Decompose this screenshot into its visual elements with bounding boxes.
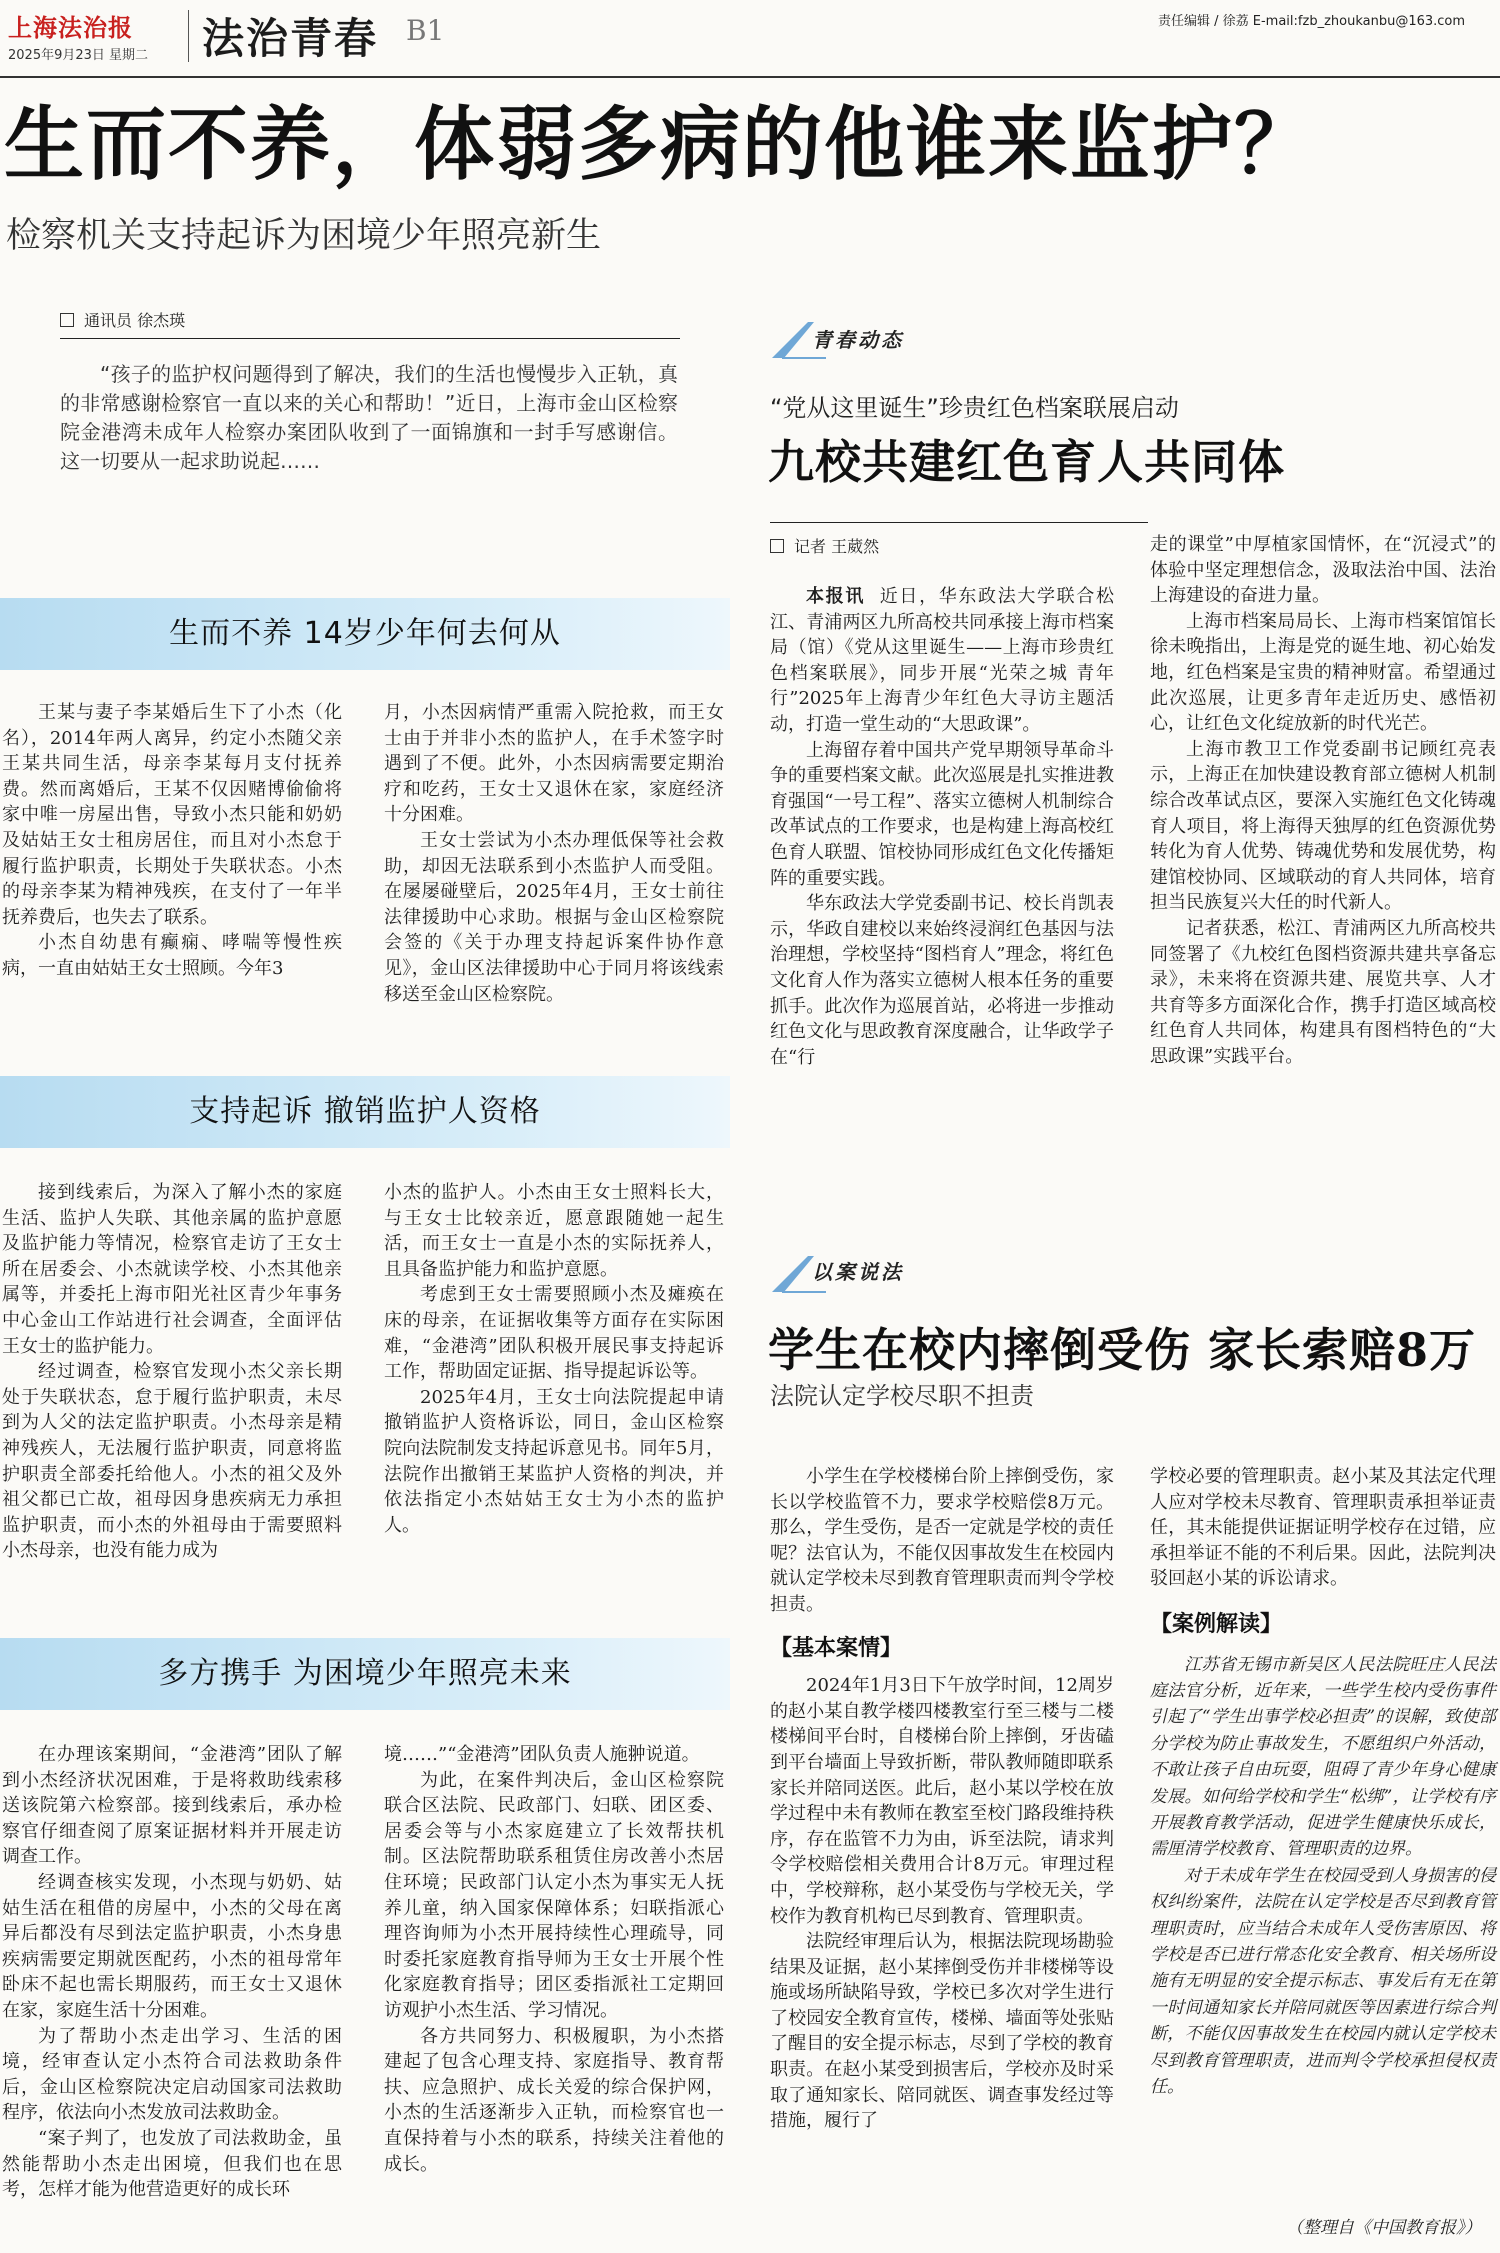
paragraph: 走的课堂”中厚植家国情怀，在“沉浸式”的体验中坚定理想信念，汲取法治中国、法治上海建设的奋进力量。	[1150, 534, 1496, 607]
publication-date: 2025年9月23日 星期二	[8, 48, 149, 63]
paragraph: 2025年4月，王女士向法院提起申请撤销监护人资格诉讼，同日，金山区检察院向法院制发支持起诉意见书。同年5月，法院作出撤销王某监护人资格的判决，并依法指定小杰姑姑王女士为小杰的监护人。	[384, 1386, 724, 1536]
section-tag: 青春动态	[812, 328, 904, 352]
article-column	[2, 1180, 342, 1564]
section-band	[0, 1638, 730, 1710]
article-column	[384, 1742, 724, 2177]
source-credit: （整理自《中国教育报》）	[1286, 2218, 1482, 2238]
article-column	[1150, 532, 1496, 1069]
article-column	[1150, 1464, 1496, 2100]
paragraph: 记者获悉，松江、青浦两区九所高校共同签署了《九校红色图档资源共建共享备忘录》，未来将在资源共建、展览共享、人才共育等多方面深化合作，携手打造区域高校红色育人共同体，构建具有图档特色的“大思政课”实践平台。	[1150, 917, 1496, 1067]
paragraph: 学校必要的管理职责。赵小某及其法定代理人应对学校未尽教育、管理职责承担举证责任，其未能提供证据证明学校存在过错，应承担举证不能的不利后果。因此，法院判决驳回赵小某的诉讼请求。	[1150, 1466, 1496, 1590]
section-band	[0, 598, 730, 670]
section-title: 法治青春	[202, 14, 379, 63]
paragraph: 在办理该案期间，“金港湾”团队了解到小杰经济状况困难，于是将救助线索移送该院第六检察部。接到线索后，承办检察官仔细查阅了原案证据材料并开展走访调查工作。	[2, 1744, 342, 1868]
story-headline: 学生在校内摔倒受伤 家长索赔8万	[768, 1323, 1477, 1377]
paragraph: 各方共同努力、积极履职，为小杰搭建起了包含心理支持、家庭指导、教育帮扶、应急照护、成长关爱的综合保护网，小杰的生活逐渐步入正轨，而检察官也一直保持着与小杰的联系，持续关注着他的成长。	[384, 2025, 724, 2175]
article-column	[384, 700, 724, 1007]
article-column	[2, 700, 342, 982]
paragraph: 江苏省无锡市新吴区人民法院旺庄人民法庭法官分析，近年来，一些学生校内受伤事件引起了“学生出事学校必担责”的误解，致使部分学校为防止事故发生，不愿组织户外活动，不敢让孩子自由玩耍，阻碍了青少年身心健康发展。如何给学校和学生“松绑”，让学校有序开展教育教学活动，促进学生健康快乐成长，需厘清学校教育、管理职责的边界。	[1150, 1654, 1496, 1860]
main-intro: “孩子的监护权问题得到了解决，我们的生活也慢慢步入正轨，真的非常感谢检察官一直以来的关心和帮助！”近日，上海市金山区检察院金港湾未成年人检察办案团队收到了一面锦旗和一封手写感谢信。这一切要从一起求助说起……	[60, 362, 678, 473]
paragraph: 上海市档案局局长、上海市档案馆馆长徐未晚指出，上海是党的诞生地、初心始发地，红色档案是宝贵的精神财富。希望通过此次巡展，让更多青年走近历史、感悟初心，让红色文化绽放新的时代光芒。	[1150, 610, 1496, 735]
paragraph: 上海留存着中国共产党早期领导革命斗争的重要档案文献。此次巡展是扎实推进教育强国“一号工程”、落实立德树人机制综合改革试点的工作要求，也是构建上海高校红色育人联盟、馆校协同形成红色文化传播矩阵的重要实践。	[770, 739, 1114, 889]
masthead	[0, 0, 1500, 78]
paragraph: 王某与妻子李某婚后生下了小杰（化名），2014年两人离异，约定小杰随父亲王某共同生活，母亲李某每月支付抚养费。然而离婚后，王某不仅因赌博偷偷将家中唯一房屋出售，导致小杰只能和奶奶及姑姑王女士租房居住，而且对小杰怠于履行监护职责，长期处于失联状态。小杰的母亲李某为精神残疾，在支付了一年半抚养费后，也失去了联系。	[2, 702, 342, 928]
paragraph: 对于未成年学生在校园受到人身损害的侵权纠纷案件，法院在认定学校是否尽到教育管理职责时，应当结合未成年人受伤害原因、将学校是否已进行常态化安全教育、相关场所设施有无明显的安全提示标志、事发后有无在第一时间通知家长并陪同就医等因素进行综合判断，不能仅因事故发生在校园内就认定学校未尽到教育管理职责，进而判令学校承担侵权责任。	[1150, 1865, 1496, 2098]
section-band	[0, 1076, 730, 1148]
paragraph: 考虑到王女士需要照顾小杰及瘫痪在床的母亲，在证据收集等方面存在实际困难，“金港湾”团队积极开展民事支持起诉工作，帮助固定证据、指导提起诉讼等。	[384, 1284, 724, 1383]
case-heading: 【基本案情】	[770, 1635, 903, 1661]
article-column	[2, 1742, 342, 2203]
paragraph: “案子判了，也发放了司法救助金，虽然能帮助小杰走出困境，但我们也在思考，怎样才能为他营造更好的成长环	[2, 2127, 342, 2201]
main-byline: 通讯员 徐杰瑛	[60, 308, 185, 331]
article-column	[770, 1464, 1114, 2134]
paragraph	[770, 584, 1114, 738]
story-byline: 记者 王葳然	[770, 534, 879, 557]
story-headline: 九校共建红色育人共同体	[768, 435, 1285, 489]
masthead-rule	[0, 76, 1500, 78]
editor-credit: 责任编辑 / 徐荔 E-mail:fzb_zhoukanbu@163.com	[1158, 14, 1466, 29]
paragraph: 境……”“金港湾”团队负责人施翀说道。	[384, 1744, 700, 1765]
newspaper-logo: 上海法治报	[8, 13, 133, 42]
masthead-divider	[188, 10, 189, 62]
paragraph: 上海市教卫工作党委副书记顾红亮表示，上海正在加快建设教育部立德树人机制综合改革试点区，要深入实施红色文化铸魂育人项目，将上海得天独厚的红色资源优势转化为育人优势、铸魂优势和发展优势，构建馆校协同、区域联动的育人共同体，培育担当民族复兴大任的时代新人。	[1150, 738, 1496, 914]
main-headline: 生而不养，体弱多病的他谁来监护？	[4, 97, 1316, 191]
analysis-heading: 【案例解读】	[1150, 1611, 1283, 1637]
paragraph: 王女士尝试为小杰办理低保等社会救助，却因无法联系到小杰监护人而受阻。在屡屡碰壁后，2025年4月，王女士前往法律援助中心求助。根据与金山区检察院会签的《关于办理支持起诉案件协作意见》，金山区法律援助中心于同月将该线索移送至金山区检察院。	[384, 829, 724, 1005]
paragraph: 小杰自幼患有癫痫、哮喘等慢性疾病，一直由姑姑王女士照顾。今年3	[2, 932, 342, 979]
byline-rule	[770, 522, 1148, 523]
paragraph: 为此，在案件判决后，金山区检察院联合区法院、民政部门、妇联、团区委、居委会等与小杰家庭建立了长效帮扶机制。区法院帮助联系租赁住房改善小杰居住环境；民政部门认定小杰为事实无人抚养儿童，纳入国家保障体系；妇联指派心理咨询师为小杰开展持续性心理疏导，同时委托家庭教育指导师为王女士开展个性化家庭教育指导；团区委指派社工定期回访观护小杰生活、学习情况。	[384, 1769, 724, 2021]
paragraph: 月，小杰因病情严重需入院抢救，而王女士由于并非小杰的监护人，在手术签字时遇到了不便。此外，小杰因病需要定期治疗和吃药，王女士又退休在家，家庭经济十分困难。	[384, 702, 724, 826]
dateline: 本报讯	[806, 586, 865, 607]
paragraph: 小杰的监护人。小杰由王女士照料长大，与王女士比较亲近，愿意跟随她一起生活，而王女士一直是小杰的实际抚养人，且具备监护能力和监护意愿。	[384, 1182, 724, 1280]
paragraph: 为了帮助小杰走出学习、生活的困境，经审查认定小杰符合司法救助条件后，金山区检察院决定启动国家司法救助程序，依法向小杰发放司法救助金。	[2, 2025, 342, 2124]
paragraph: 接到线索后，为深入了解小杰的家庭生活、监护人失联、其他亲属的监护意愿及监护能力等情况，检察官走访了王女士所在居委会、小杰就读学校、小杰其他亲属等，并委托上海市阳光社区青少年事务中心金山工作站进行社会调查，全面评估王女士的监护能力。	[2, 1182, 342, 1357]
section-tag: 以案说法	[812, 1260, 904, 1284]
paragraph: 2024年1月3日下午放学时间，12周岁的赵小某自教学楼四楼教室行至三楼与二楼楼梯间平台时，自楼梯台阶上摔倒，牙齿磕到平台墙面上导致折断，带队教师随即联系家长并陪同送医。此后，赵小某以学校在放学过程中未有教师在教室至校门路段维持秩序，存在监管不力为由，诉至法院，请求判令学校赔偿相关费用合计8万元。审理过程中，学校辩称，赵小某受伤与学校无关，学校作为教育机构已尽到教育、管理职责。	[770, 1675, 1114, 1927]
paragraph: 小学生在学校楼梯台阶上摔倒受伤，家长以学校监管不力，要求学校赔偿8万元。那么，学生受伤，是否一定就是学校的责任呢？法官认为，不能仅因事故发生在校园内就认定学校未尽到教育管理职责而判令学校担责。	[770, 1466, 1114, 1615]
section-heading: 多方携手 为困境少年照亮未来	[158, 1656, 572, 1691]
paragraph: 法院经审理后认为，根据法院现场勘验结果及证据，赵小某摔倒受伤并非楼梯等设施或场所缺陷导致，学校已多次对学生进行了校园安全教育宣传，楼梯、墙面等处张贴了醒目的安全提示标志，尽到了学校的教育职责。在赵小某受到损害后，学校亦及时采取了通知家长、陪同就医、调查事发经过等措施，履行了	[770, 1931, 1114, 2132]
page-number: B1	[406, 14, 445, 47]
section-heading: 生而不养 14岁少年何去何从	[169, 616, 561, 651]
paragraph: 经调查核实发现，小杰现与奶奶、姑姑生活在租借的房屋中，小杰的父母在离异后都没有尽到法定监护职责，小杰身患疾病需要定期就医配药，小杰的祖母常年卧床不起也需长期服药，而王女士又退休在家，家庭生活十分困难。	[2, 1871, 342, 2021]
paragraph: 华东政法大学党委副书记、校长肖凯表示，华政自建校以来始终浸润红色基因与法治理想，学校坚持“图档育人”理念，将红色文化育人作为落实立德树人根本任务的重要抓手。此次作为巡展首站，必将进一步推动红色文化与思政教育深度融合，让华政学子在“行	[770, 893, 1114, 1068]
story-subheadline: 法院认定学校尽职不担责	[770, 1382, 1034, 1410]
byline-rule	[60, 338, 680, 339]
paragraph-text: 近日，华东政法大学联合松江、青浦两区九所高校共同承接上海市档案局（馆）《党从这里诞生——上海市珍贵红色档案联展》，同步开展“光荣之城 青年行”2025年上海青少年红色大寻访主题活动，打造一堂生动的“大思政课”。	[770, 586, 1114, 735]
main-subheadline: 检察机关支持起诉为困境少年照亮新生	[6, 216, 602, 256]
paragraph: 经过调查，检察官发现小杰父亲长期处于失联状态，怠于履行监护职责，未尽到为人父的法定监护职责。小杰母亲是精神残疾人，无法履行监护职责，同意将监护职责全部委托给他人。小杰的祖父及外祖父都已亡故，祖母因身患疾病无力承担监护职责，而小杰的外祖母由于需要照料小杰母亲，也没有能力成为	[2, 1361, 342, 1562]
section-heading: 支持起诉 撤销监护人资格	[189, 1094, 541, 1129]
article-column	[384, 1180, 724, 1538]
article-column	[770, 584, 1114, 1070]
story-kicker: “党从这里诞生”珍贵红色档案联展启动	[770, 394, 1179, 422]
